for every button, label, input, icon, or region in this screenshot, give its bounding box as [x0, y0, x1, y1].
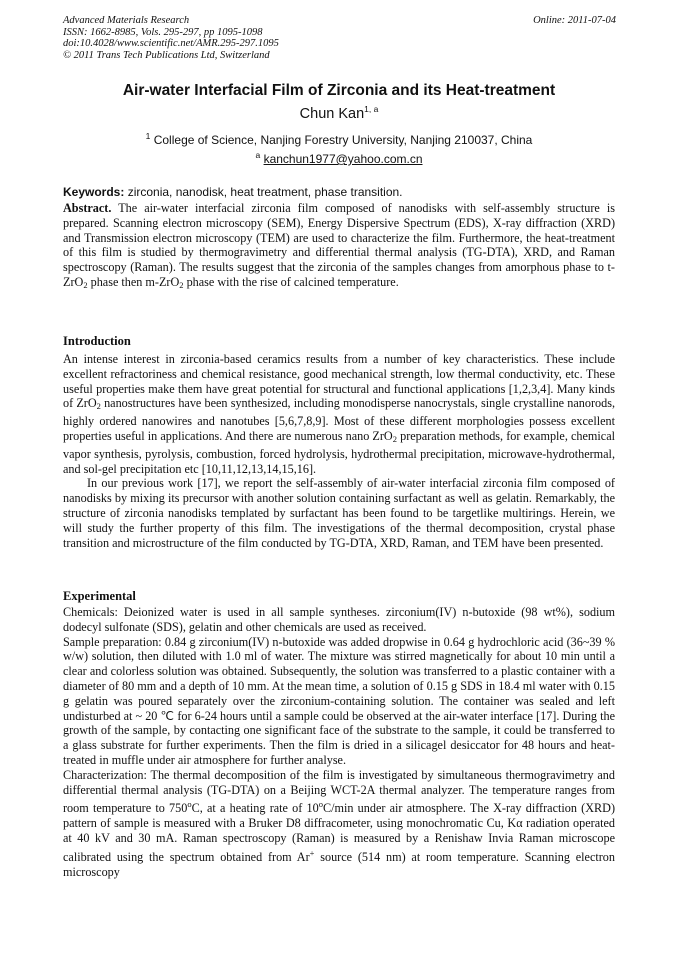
journal-header — [63, 15, 279, 61]
author-name: Chun Kan — [299, 105, 365, 122]
intro-p1-b: nanostructures have been synthesized, including monodisperse nanocrystals, single crystalline nanorods, highly ordered nanowires and nanotubes [5,6,7,8,9]. Most of these different morphologies possess excellent properties useful in applications. And there are numerous nano ZrO — [63, 396, 615, 443]
journal-name: Advanced Materials Research — [63, 15, 190, 26]
char-a: Characterization: The thermal decomposition of the film is investigated by simultaneous thermogravimetry and differential thermal analysis (TG-DTA) on a Beijing WCT-2A thermal analyzer. The temperature ranges from room temperature to 750 — [63, 767, 615, 816]
abstract-sub-2: 2 — [179, 279, 184, 290]
char-b: C, at a heating rate of 10 — [191, 801, 319, 816]
abstract-text-1: The air-water interfacial zirconia film composed of nanodisks with self-assembly structure is prepared. Scanning electron microscopy (SEM), Energy Dispersive Spectrum (EDS), X-ray diffraction (XRD) and Transmission electron microscopy (TEM) are used to characterize the film. Furthermore, the heat-treatment of this film is studied by thermogravimetry and differential thermal analysis (TG-DTA), XRD, and Raman spectroscopy (Raman). The results suggest that the zirconia of the samples changes from amorphous phase to t-ZrO — [63, 201, 615, 289]
characterization-paragraph — [63, 768, 615, 880]
experimental-heading: Experimental — [63, 589, 136, 603]
paper-title: Air-water Interfacial Film of Zirconia and its Heat-treatment — [122, 82, 556, 99]
doi-line: doi:10.4028/www.scientific.net/AMR.295-297.1095 — [63, 38, 279, 49]
abstract-label: Abstract. — [63, 201, 112, 215]
abstract-sub-1: 2 — [83, 279, 88, 290]
email-sup: a — [255, 150, 261, 160]
email-line — [0, 150, 678, 166]
char-c: C/min under air atmosphere. The X-ray diffraction (XRD) pattern of sample is measured with a Bruker D8 diffracometer, using monochromatic Cu, Kα radiation operated at 40 kV and 30 mA. Raman spectroscopy (Raman) is measured by a Renishaw Invia Raman microscope calibrated using the spectrum obtained from Ar — [63, 801, 616, 864]
abstract-text-2: phase then m-ZrO — [87, 274, 180, 289]
char-sup-2: o — [318, 799, 323, 810]
introduction-heading: Introduction — [63, 334, 131, 348]
intro-p1-sub-1: 2 — [96, 401, 101, 412]
intro-p1-sub-2: 2 — [392, 433, 397, 444]
online-date: Online: 2011-07-04 — [533, 15, 616, 26]
intro-paragraph-1 — [63, 352, 615, 476]
intro-p1-c: preparation methods, for example, chemical vapor synthesis, pyrolysis, combustion, forced hydrolysis, hydrothermal precipitation, microwave-hydrothermal, and sol-gel precipitation etc [10,11,12,13,14,15,16]. — [63, 428, 615, 476]
char-sup-3: + — [309, 847, 315, 858]
email-link[interactable]: kanchun1977@yahoo.com.cn — [263, 152, 423, 166]
affiliation-text: College of Science, Nanjing Forestry University, Nanjing 210037, China — [153, 133, 533, 147]
intro-p1-a: An intense interest in zirconia-based ceramics results from a number of key characteristics. These include excellent refractoriness and chemical resistance, good mechanical strength, low thermal conductivity, etc. These useful properties make them have great potential for structural and functional applications [1,2,3,4]. Many kinds of ZrO — [63, 352, 615, 411]
sample-preparation-paragraph: Sample preparation: 0.84 g zirconium(IV) n-butoxide was added dropwise in 0.64 g hydrochloric acid (36~39 % w/w) solution, then diluted with 1.0 ml of water. The mixture was stirred magnetically for about 10 min until a clear and colorless solution was obtained. Subsequently, the solution was transferred to a plastic container with a diameter of 80 mm and a depth of 10 mm. At the mean time, a solution of 0.15 g SDS in 18.4 ml water with 0.15 g gelatin was poured separately over the zirconium-containing solution. The container was sealed and left undisturbed at ~ 20 ℃ for 6-24 hours until a sample could be observed at the air-water interface [17]. During the growth of the sample, by contacting one significant face of the substrate to the sample, it could be transferred to a glass substrate for further experiments. Then the film is dried in a silicagel desiccator for 48 hours and heat-treated in muffle under air atmosphere for further analyse. — [63, 634, 615, 767]
abstract — [63, 201, 615, 293]
experimental-body — [63, 605, 615, 879]
intro-paragraph-2: In our previous work [17], we report the self-assembly of air-water interfacial zirconia film composed of nanodisks by mixing its precursor with another solution containing surfactant as well as gelatin. Remarkably, the structure of zirconia nanodisks templated by surfactant has been found to be targetlike multirings. Herein, we will study the further property of this film. The investigations of the thermal decomposition, crystal phase transition and microstructure of the film conducted by TG-DTA, XRD, Raman, and TEM have been presented. — [63, 476, 615, 550]
abstract-text-3: phase with the rise of calcined temperature. — [183, 274, 399, 289]
issn-line: ISSN: 1662-8985, Vols. 295-297, pp 1095-1098 — [63, 26, 263, 38]
char-sup-1: o — [187, 799, 192, 810]
keywords — [63, 185, 615, 199]
keywords-label: Keywords: — [63, 185, 125, 199]
keywords-text: zirconia, nanodisk, heat treatment, phase transition. — [124, 185, 403, 199]
author-line — [0, 104, 678, 122]
affiliation — [0, 131, 678, 147]
introduction-body — [63, 352, 615, 550]
char-d: source (514 nm) at room temperature. Scanning electron microscopy — [63, 849, 615, 879]
copyright-line: © 2011 Trans Tech Publications Ltd, Switzerland — [63, 49, 270, 61]
author-sup: 1, a — [364, 104, 379, 114]
affiliation-sup: 1 — [145, 131, 151, 141]
chemicals-paragraph: Chemicals: Deionized water is used in all sample syntheses. zirconium(IV) n-butoxide (98 wt%), sodium dodecyl sulfonate (SDS), gelatin and other chemicals are used as received. — [63, 605, 615, 634]
